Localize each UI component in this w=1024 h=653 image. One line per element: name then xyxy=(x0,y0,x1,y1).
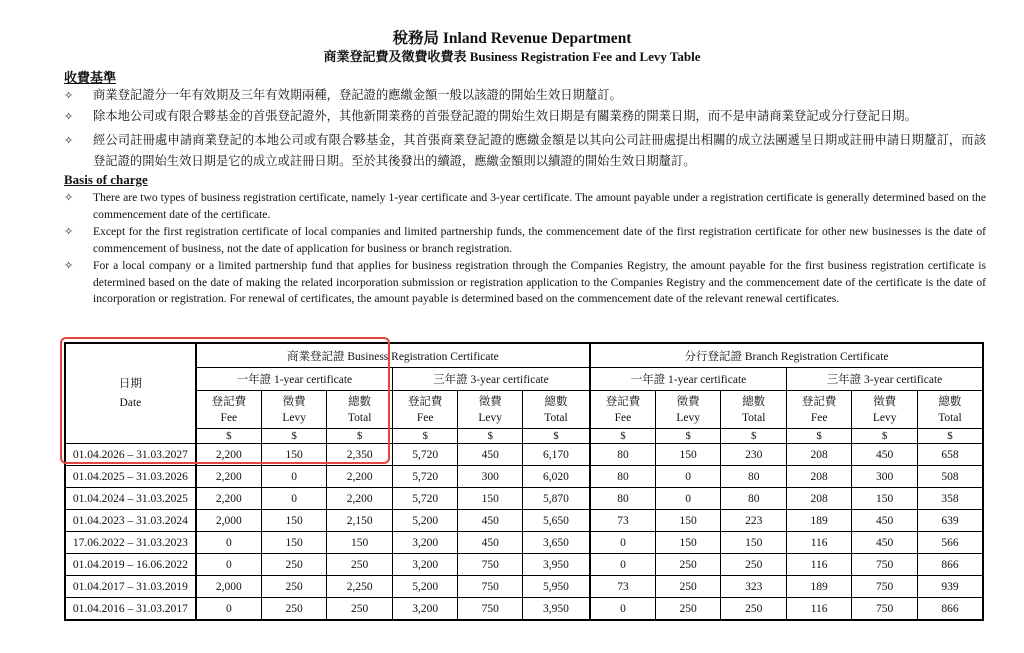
bullet-icon: ✧ xyxy=(64,134,74,147)
amount-cell: 5,200 xyxy=(392,510,458,532)
amount-cell: 300 xyxy=(852,466,918,488)
currency-label: $ xyxy=(327,429,393,444)
amount-cell: 358 xyxy=(917,488,983,510)
table-row xyxy=(65,510,983,532)
total-column-header: 總數 Total xyxy=(327,391,393,429)
amount-cell: 0 xyxy=(590,532,655,554)
amount-cell: 2,200 xyxy=(327,488,393,510)
amount-cell: 150 xyxy=(852,488,918,510)
amount-cell: 223 xyxy=(721,510,787,532)
amount-cell: 0 xyxy=(590,554,655,576)
levy-column-header: 徵費 Levy xyxy=(261,391,327,429)
branch-one-year-header: 一年證 1-year certificate xyxy=(590,368,786,391)
total-column-header: 總數 Total xyxy=(721,391,787,429)
date-range-cell: 01.04.2017 – 31.03.2019 xyxy=(65,576,196,598)
amount-cell: 866 xyxy=(917,554,983,576)
amount-cell: 150 xyxy=(327,532,393,554)
date-range-cell: 01.04.2016 – 31.03.2017 xyxy=(65,598,196,621)
amount-cell: 939 xyxy=(917,576,983,598)
amount-cell: 5,200 xyxy=(392,576,458,598)
levy-column-header: 徵費 Levy xyxy=(655,391,721,429)
amount-cell: 2,200 xyxy=(196,444,262,466)
currency-label: $ xyxy=(590,429,655,444)
bullet-icon: ✧ xyxy=(64,191,74,204)
table-row xyxy=(65,466,983,488)
table-row xyxy=(65,488,983,510)
amount-cell: 208 xyxy=(786,488,851,510)
page-subtitle: 商業登記費及徵費收費表 Business Registration Fee and Levy Table xyxy=(323,49,701,64)
currency-label: $ xyxy=(786,429,851,444)
amount-cell: 0 xyxy=(196,554,262,576)
amount-cell: 150 xyxy=(458,488,523,510)
amount-cell: 2,150 xyxy=(327,510,393,532)
amount-cell: 323 xyxy=(721,576,787,598)
amount-cell: 189 xyxy=(786,576,851,598)
amount-cell: 80 xyxy=(721,488,787,510)
amount-cell: 450 xyxy=(458,510,523,532)
amount-cell: 150 xyxy=(655,510,721,532)
amount-cell: 450 xyxy=(458,532,523,554)
amount-cell: 450 xyxy=(852,510,918,532)
currency-label: $ xyxy=(852,429,918,444)
currency-label: $ xyxy=(261,429,327,444)
amount-cell: 658 xyxy=(917,444,983,466)
amount-cell: 450 xyxy=(458,444,523,466)
amount-cell: 208 xyxy=(786,466,851,488)
business-registration-header: 商業登記證 Business Registration Certificate xyxy=(196,343,590,368)
currency-label: $ xyxy=(721,429,787,444)
amount-cell: 5,720 xyxy=(392,444,458,466)
branch-three-year-header: 三年證 3-year certificate xyxy=(786,368,983,391)
amount-cell: 250 xyxy=(327,598,393,621)
english-bullet-1: ✧ There are two types of business registration certificate, namely 1-year certificate and 3-year certificate. The amount payable under a registration certificate is generally determined based on the commencement date of the certificate. xyxy=(64,191,986,221)
amount-cell: 80 xyxy=(590,466,655,488)
amount-cell: 150 xyxy=(261,510,327,532)
amount-cell: 0 xyxy=(261,488,327,510)
amount-cell: 73 xyxy=(590,510,655,532)
fee-column-header: 登記費 Fee xyxy=(196,391,262,429)
date-range-cell: 01.04.2019 – 16.06.2022 xyxy=(65,554,196,576)
chinese-bullet-2: ✧ 除本地公司或有限合夥基金的首張登記證外，其他新開業務的首張登記證的開始生效日期是有關業務的開業日期，而不是申請商業登記或分行登記日期。 xyxy=(64,109,917,123)
currency-label: $ xyxy=(392,429,458,444)
amount-cell: 750 xyxy=(458,598,523,621)
currency-label: $ xyxy=(655,429,721,444)
amount-cell: 5,650 xyxy=(522,510,590,532)
chinese-bullet-3: ✧ 經公司註冊處申請商業登記的本地公司或有限合夥基金，其首張商業登記證的應繳金額是以其向公司註冊處提出相關的成立法團遞呈日期或註冊申請日期釐訂，而該登記證的開始生效日期是它的成立或註冊日期。至於其後發出的續證，應繳金額則以續證的開始生效日期釐訂。 xyxy=(64,130,986,172)
amount-cell: 2,200 xyxy=(196,488,262,510)
fee-column-header: 登記費 Fee xyxy=(590,391,655,429)
amount-cell: 566 xyxy=(917,532,983,554)
date-range-cell: 17.06.2022 – 31.03.2023 xyxy=(65,532,196,554)
amount-cell: 250 xyxy=(655,598,721,621)
amount-cell: 750 xyxy=(852,554,918,576)
amount-cell: 3,200 xyxy=(392,554,458,576)
amount-cell: 250 xyxy=(261,554,327,576)
amount-cell: 300 xyxy=(458,466,523,488)
bullet-icon: ✧ xyxy=(64,225,74,238)
amount-cell: 639 xyxy=(917,510,983,532)
amount-cell: 5,870 xyxy=(522,488,590,510)
amount-cell: 5,720 xyxy=(392,466,458,488)
amount-cell: 2,200 xyxy=(327,466,393,488)
amount-cell: 250 xyxy=(721,598,787,621)
page-title: 稅務局 Inland Revenue Department xyxy=(392,30,632,47)
amount-cell: 750 xyxy=(458,576,523,598)
amount-cell: 450 xyxy=(852,444,918,466)
chinese-heading: 收費基準 xyxy=(64,70,117,85)
amount-cell: 2,350 xyxy=(327,444,393,466)
currency-label: $ xyxy=(458,429,523,444)
amount-cell: 150 xyxy=(261,532,327,554)
br-three-year-header: 三年證 3-year certificate xyxy=(392,368,590,391)
amount-cell: 116 xyxy=(786,598,851,621)
amount-cell: 5,720 xyxy=(392,488,458,510)
amount-cell: 3,200 xyxy=(392,598,458,621)
table-row xyxy=(65,598,983,621)
amount-cell: 0 xyxy=(655,466,721,488)
amount-cell: 116 xyxy=(786,532,851,554)
amount-cell: 3,950 xyxy=(522,598,590,621)
amount-cell: 866 xyxy=(917,598,983,621)
chinese-bullet-1: ✧ 商業登記證分一年有效期及三年有效期兩種，登記證的應繳金額一般以該證的開始生效日期釐訂。 xyxy=(64,88,622,102)
amount-cell: 250 xyxy=(261,598,327,621)
amount-cell: 2,000 xyxy=(196,510,262,532)
amount-cell: 6,170 xyxy=(522,444,590,466)
amount-cell: 2,200 xyxy=(196,466,262,488)
amount-cell: 2,000 xyxy=(196,576,262,598)
amount-cell: 5,950 xyxy=(522,576,590,598)
amount-cell: 3,650 xyxy=(522,532,590,554)
amount-cell: 250 xyxy=(721,554,787,576)
levy-column-header: 徵費 Levy xyxy=(458,391,523,429)
bullet-icon: ✧ xyxy=(64,259,74,272)
date-range-cell: 01.04.2024 – 31.03.2025 xyxy=(65,488,196,510)
amount-cell: 508 xyxy=(917,466,983,488)
amount-cell: 150 xyxy=(655,444,721,466)
amount-cell: 230 xyxy=(721,444,787,466)
amount-cell: 750 xyxy=(458,554,523,576)
table-row xyxy=(65,554,983,576)
bullet-icon: ✧ xyxy=(64,110,74,123)
english-heading: Basis of charge xyxy=(64,172,148,187)
fee-column-header: 登記費 Fee xyxy=(786,391,851,429)
date-range-cell: 01.04.2026 – 31.03.2027 xyxy=(65,444,196,466)
amount-cell: 250 xyxy=(655,576,721,598)
amount-cell: 73 xyxy=(590,576,655,598)
amount-cell: 250 xyxy=(327,554,393,576)
amount-cell: 208 xyxy=(786,444,851,466)
amount-cell: 0 xyxy=(590,598,655,621)
levy-column-header: 徵費 Levy xyxy=(852,391,918,429)
amount-cell: 150 xyxy=(655,532,721,554)
amount-cell: 750 xyxy=(852,598,918,621)
amount-cell: 150 xyxy=(721,532,787,554)
amount-cell: 116 xyxy=(786,554,851,576)
amount-cell: 150 xyxy=(261,444,327,466)
amount-cell: 80 xyxy=(721,466,787,488)
highlight-box xyxy=(60,337,390,464)
branch-registration-header: 分行登記證 Branch Registration Certificate xyxy=(590,343,983,368)
amount-cell: 250 xyxy=(655,554,721,576)
amount-cell: 0 xyxy=(261,466,327,488)
currency-label: $ xyxy=(522,429,590,444)
amount-cell: 750 xyxy=(852,576,918,598)
br-one-year-header: 一年證 1-year certificate xyxy=(196,368,393,391)
amount-cell: 80 xyxy=(590,444,655,466)
amount-cell: 3,950 xyxy=(522,554,590,576)
amount-cell: 450 xyxy=(852,532,918,554)
english-bullet-2: ✧ Except for the first registration certificate of local companies and limited partnership funds, the commencement date of the first registration certificate for other new businesses is the date of commencement of business, not the date of application for business or branch registration. xyxy=(64,225,986,255)
amount-cell: 80 xyxy=(590,488,655,510)
date-range-cell: 01.04.2023 – 31.03.2024 xyxy=(65,510,196,532)
currency-label: $ xyxy=(917,429,983,444)
fee-column-header: 登記費 Fee xyxy=(392,391,458,429)
date-range-cell: 01.04.2025 – 31.03.2026 xyxy=(65,466,196,488)
bullet-icon: ✧ xyxy=(64,89,74,102)
total-column-header: 總數 Total xyxy=(522,391,590,429)
english-bullet-3: ✧ For a local company or a limited partnership fund that applies for business registration through the Companies Registry, the amount payable for the first business registration certificate is determined based on the date of making the related incorporation submission or registration application to the Companies Registry and the commencement date of the certificate is the date of incorporation or registration. For renewal of certificates, the amount payable is determined based on the commencement date of the relevant renewal certificates. xyxy=(64,259,986,305)
amount-cell: 3,200 xyxy=(392,532,458,554)
amount-cell: 6,020 xyxy=(522,466,590,488)
amount-cell: 2,250 xyxy=(327,576,393,598)
total-column-header: 總數 Total xyxy=(917,391,983,429)
amount-cell: 0 xyxy=(196,598,262,621)
table-row xyxy=(65,576,983,598)
table-row xyxy=(65,532,983,554)
date-column-header: 日期 Date xyxy=(65,343,196,444)
currency-label: $ xyxy=(196,429,262,444)
amount-cell: 0 xyxy=(196,532,262,554)
amount-cell: 250 xyxy=(261,576,327,598)
amount-cell: 189 xyxy=(786,510,851,532)
amount-cell: 0 xyxy=(655,488,721,510)
